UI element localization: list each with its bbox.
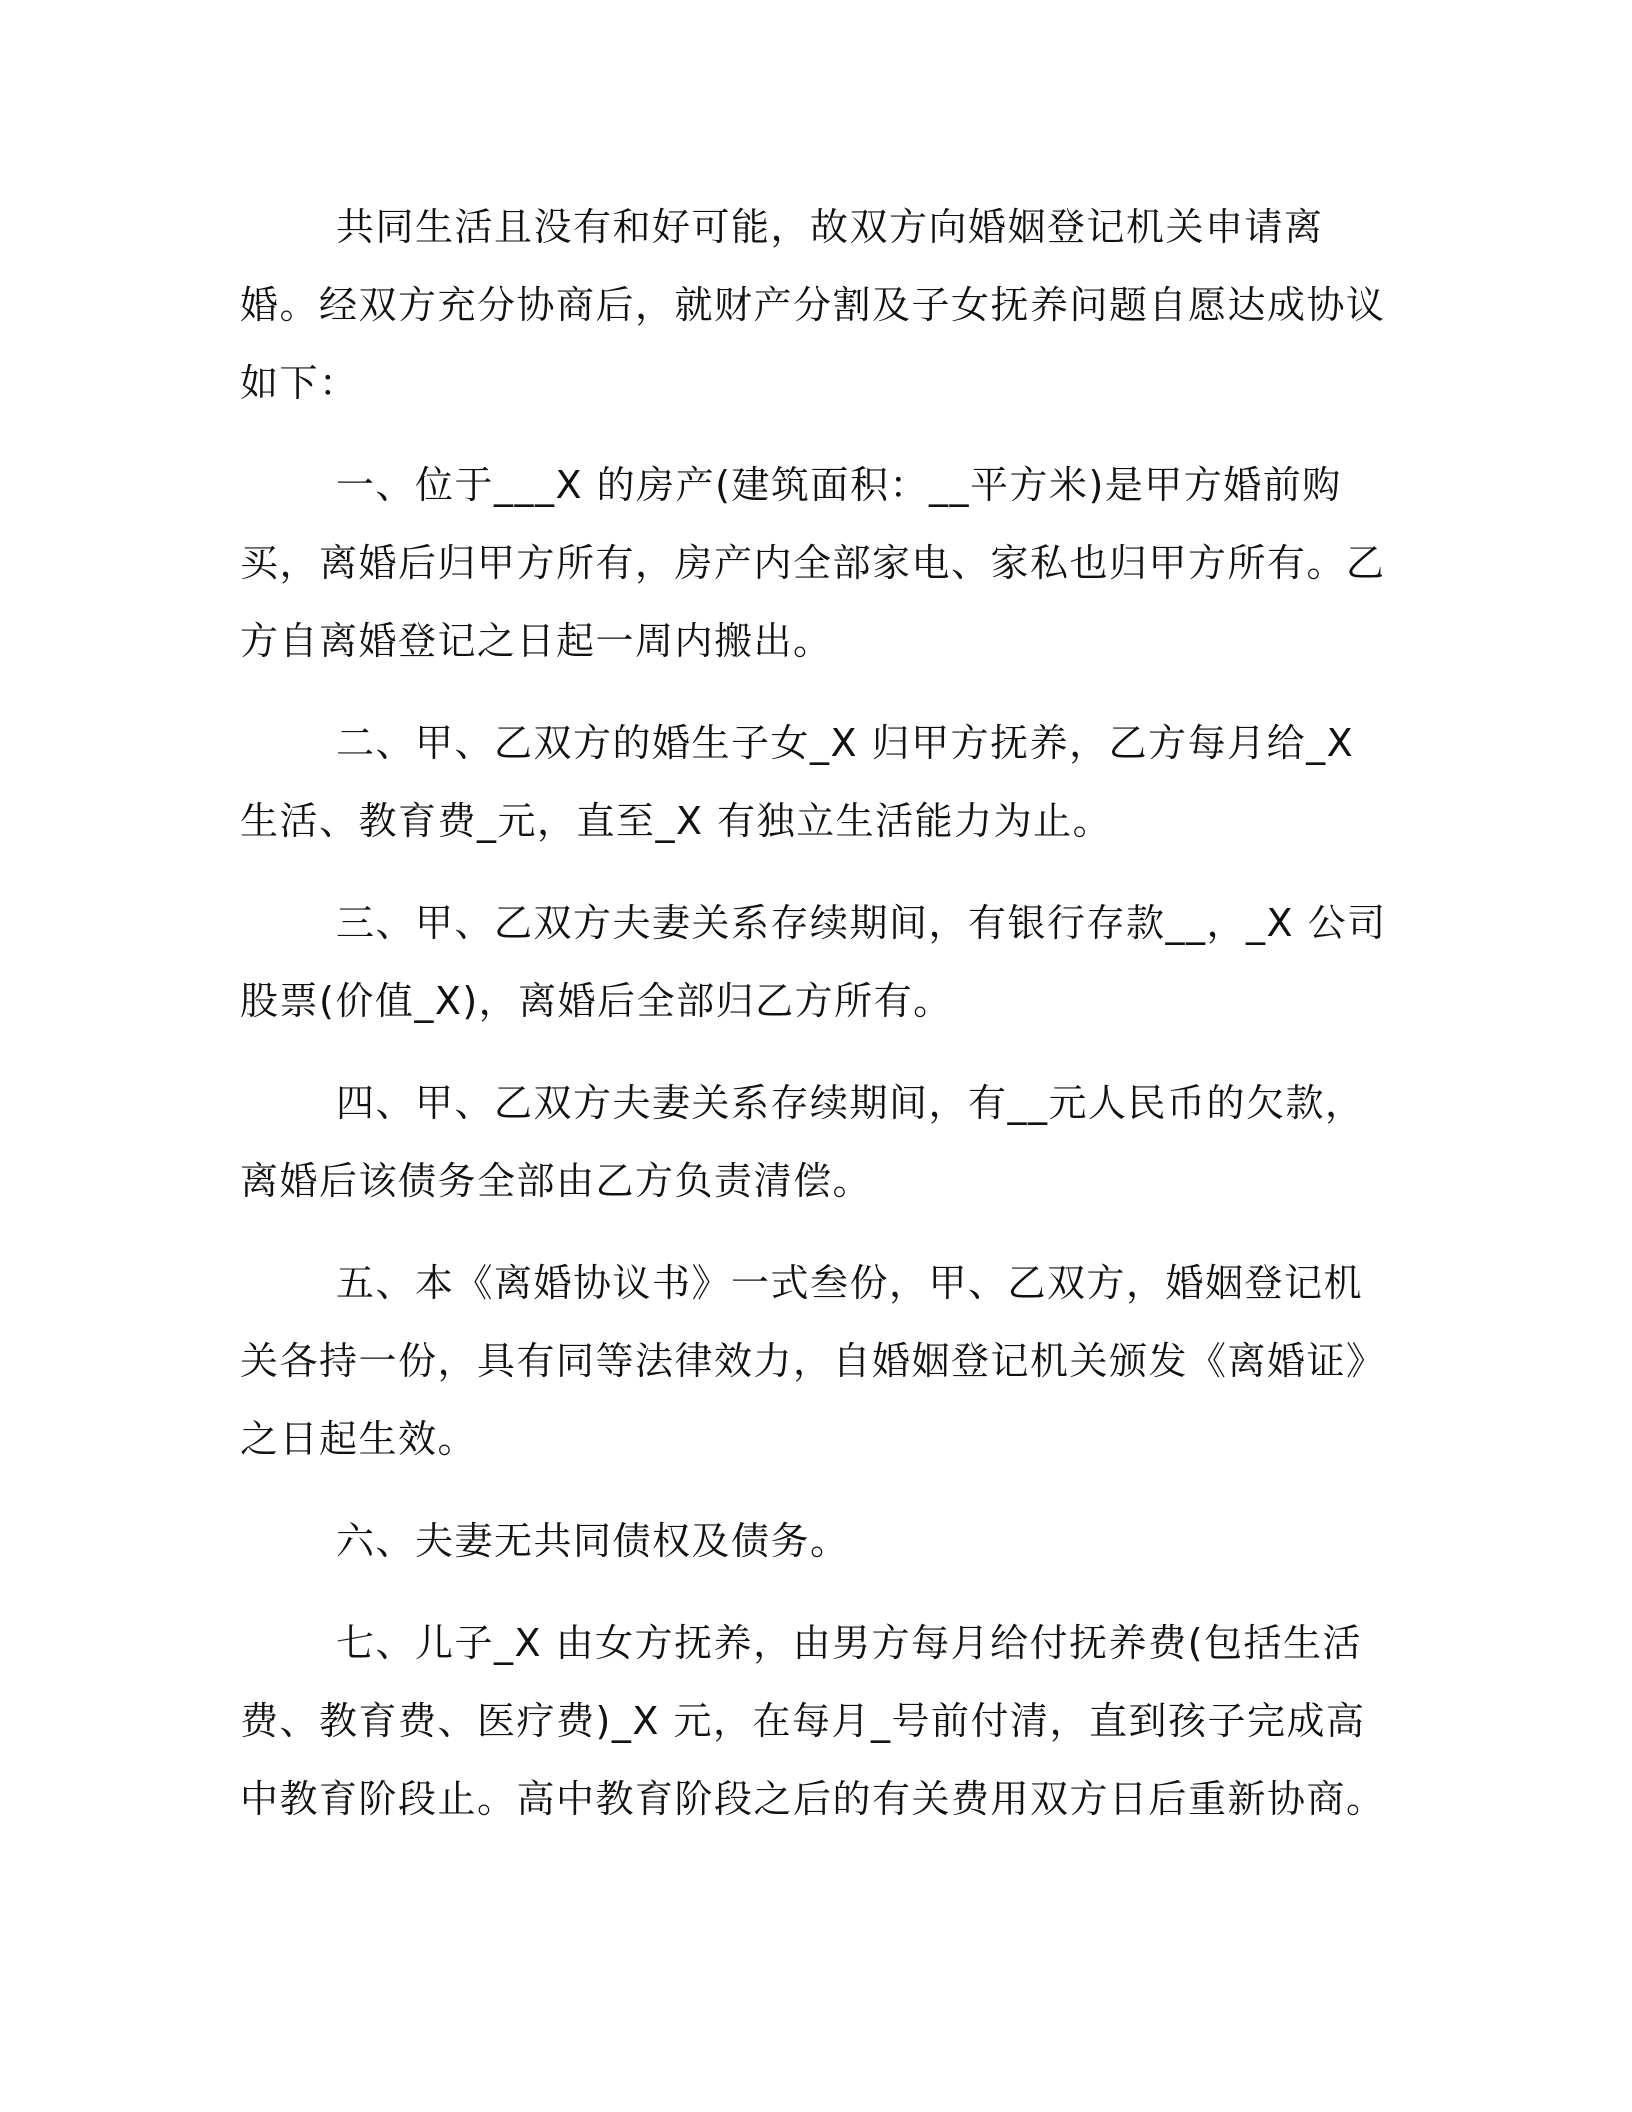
paragraph-clause-2: 二、甲、乙双方的婚生子女_X 归甲方抚养，乙方每月给_X 生活、教育费_元，直至_X 有独立生活能力为止。 [240, 721, 1355, 843]
paragraph-clause-7: 七、儿子_X 由女方抚养，由男方每月给付抚养费(包括生活费、教育费、医疗费)_X 元，在每月_号前付清，直到孩子完成高中教育阶段止。高中教育阶段之后的有关费用双方日后重新协商。 [240, 1621, 1386, 1821]
paragraph-clause-4: 四、甲、乙双方夫妻关系存续期间，有__元人民币的欠款，离婚后该债务全部由乙方负责清偿。 [240, 1081, 1365, 1203]
document-body [240, 188, 1400, 1862]
paragraph-clause-5: 五、本《离婚协议书》一式叁份，甲、乙双方，婚姻登记机关各持一份，具有同等法律效力，自婚姻登记机关颁发《离婚证》之日起生效。 [240, 1261, 1386, 1461]
paragraph-clause-1: 一、位于___X 的房产(建筑面积：__平方米)是甲方婚前购买，离婚后归甲方所有，房产内全部家电、家私也归甲方所有。乙方自离婚登记之日起一周内搬出。 [240, 463, 1386, 663]
paragraph-clause-6: 六、夫妻无共同债权及债务。 [336, 1519, 850, 1563]
paragraph-clause-3: 三、甲、乙双方夫妻关系存续期间，有银行存款__，_X 公司股票(价值_X)，离婚后全部归乙方所有。 [240, 901, 1387, 1023]
paragraph-intro: 共同生活且没有和好可能，故双方向婚姻登记机关申请离婚。经双方充分协商后，就财产分割及子女抚养问题自愿达成协议如下： [240, 205, 1386, 405]
